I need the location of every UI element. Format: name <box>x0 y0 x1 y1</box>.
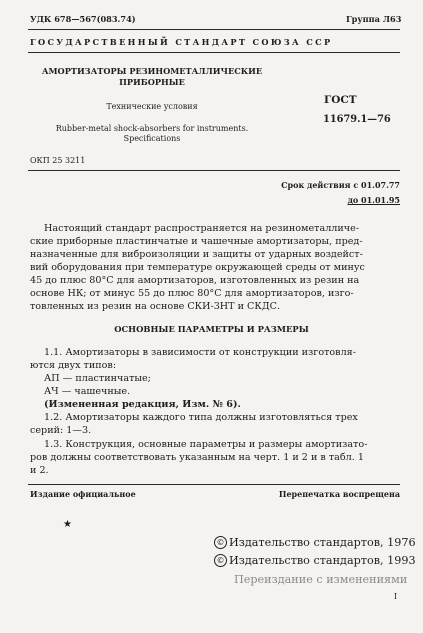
official-edition: Издание официальное <box>30 489 136 499</box>
intro-line: 45 до плюс 80°С для амортизаторов, изготовленных из резин на <box>30 275 360 286</box>
subtitle: Технические условия <box>106 102 198 111</box>
state-standard-title: ГОСУДАРСТВЕННЫЙ СТАНДАРТ СОЮЗА ССР <box>30 37 333 47</box>
clause-1-3: 1.3. Конструкция, основные параметры и размеры амортизато- <box>44 439 368 450</box>
copyright-1993: © Издательство стандартов, 1993 <box>214 554 416 567</box>
clause-1-2: 1.2. Амортизаторы каждого типа должны изготовляться трех <box>44 412 358 423</box>
title-rule <box>28 170 400 171</box>
clause-1-3-cont: и 2. <box>30 465 49 476</box>
title-en-line1: Rubber-metal shock-absorbers for instruments. <box>55 124 249 133</box>
validity-to: до 01.01.95 <box>347 195 400 205</box>
reprint-prohibited: Перепечатка воспрещена <box>278 489 400 499</box>
copyright-icon: © <box>214 536 227 549</box>
udk-code: УДК 678—567(083.74) <box>30 14 136 24</box>
page-mark: I <box>394 592 398 601</box>
star-icon: ★ <box>63 519 72 530</box>
clause-1-1-cont: ются двух типов: <box>30 360 117 371</box>
group-code: Группа Л63 <box>346 14 402 24</box>
top-rule <box>28 29 400 30</box>
intro-line: товленных из резин на основе СКИ-3НТ и СКДС. <box>30 301 281 312</box>
validity-from: Срок действия с 01.07.77 <box>281 180 400 190</box>
reissue-note: Переиздание с изменениями <box>234 573 408 586</box>
okp-code: ОКП 25 3211 <box>30 156 86 165</box>
title-en-line2: Specifications <box>123 134 181 143</box>
gost-number: 11679.1—76 <box>323 114 391 125</box>
clause-1-2-cont: серий: 1—3. <box>30 425 92 436</box>
copyright-1976: © Издательство стандартов, 1976 <box>214 536 416 549</box>
title-ru-line2: ПРИБОРНЫЕ <box>119 77 185 87</box>
gost-label: ГОСТ <box>324 94 357 106</box>
clause-1-1: 1.1. Амортизаторы в зависимости от конструкции изготовля- <box>44 347 356 358</box>
copyright-icon: © <box>214 554 227 567</box>
amendment-note: (Измененная редакция, Изм. № 6). <box>44 399 241 410</box>
intro-line: Настоящий стандарт распространяется на резинометалличе- <box>44 223 360 234</box>
footer-rule <box>28 484 400 485</box>
intro-line: назначенные для виброизоляции и защиты от ударных воздейст- <box>30 249 363 260</box>
type-ach: АЧ — чашечные. <box>44 386 131 397</box>
section-title: ОСНОВНЫЕ ПАРАМЕТРЫ И РАЗМЕРЫ <box>114 324 309 334</box>
title-ru-line1: АМОРТИЗАТОРЫ РЕЗИНОМЕТАЛЛИЧЕСКИЕ <box>41 66 263 76</box>
intro-line: вий оборудования при температуре окружающей среды от минус <box>30 262 365 273</box>
state-rule <box>28 52 400 53</box>
clause-1-3-cont: ров должны соответствовать указанным на черт. 1 и 2 и в табл. 1 <box>30 452 364 463</box>
intro-line: основе НК; от минус 55 до плюс 80°С для амортизаторов, изго- <box>30 288 354 299</box>
intro-line: ские приборные пластинчатые и чашечные амортизаторы, пред- <box>30 236 363 247</box>
type-ap: АП — пластинчатые; <box>44 373 151 384</box>
